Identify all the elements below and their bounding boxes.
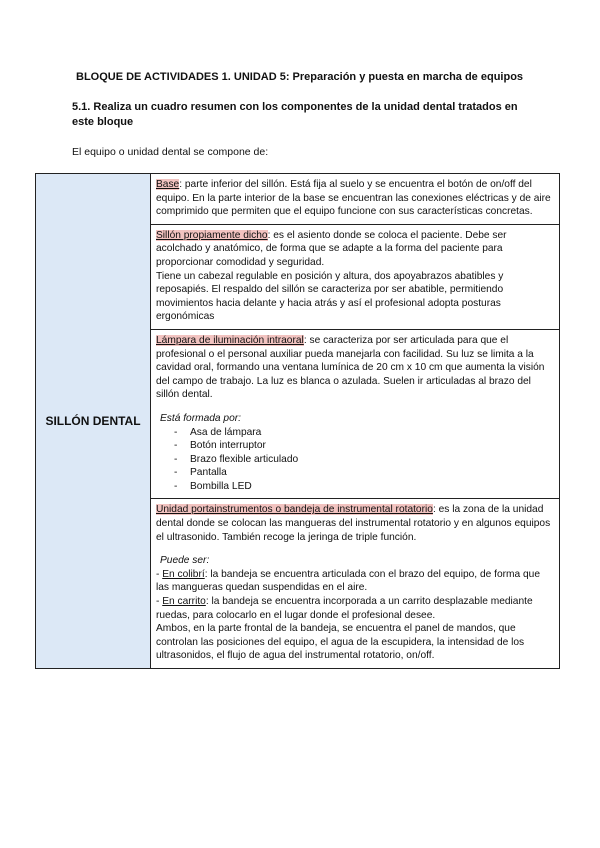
carrito-term: En carrito bbox=[162, 596, 206, 608]
list-item: - Pantalla bbox=[174, 466, 553, 480]
colibri-term: En colibrí bbox=[162, 568, 205, 580]
list-item: - Asa de lámpara bbox=[174, 426, 553, 440]
lampara-parts-label: Está formada por: bbox=[160, 412, 241, 424]
lampara-cell bbox=[151, 329, 560, 499]
intro-text: El equipo o unidad dental se compone de: bbox=[72, 146, 269, 158]
list-item: - Botón interruptor bbox=[174, 439, 553, 453]
lampara-parts-list bbox=[156, 426, 553, 494]
lampara-text: : se caracteriza por ser articulada para que el profesional o el personal auxiliar pueda manejarla con facilidad. Su luz se limita a la cavidad oral, formando una ventana lumínica de 20 cm x 10 cm que aumenta la visión del campo de trabajo. La luz es blanca o azulada. Suelen ir articuladas al brazo del sillón dental. bbox=[156, 334, 545, 401]
unidad-cell bbox=[151, 499, 560, 669]
ambos-text: Ambos, en la parte frontal de la bandeja, se encuentra el panel de mandos, que controlan las posiciones del equipo, el agua de la escupidera, la intensidad de los ultrasonidos, el flujo de agua del instrumental rotatorio, on/off. bbox=[156, 623, 525, 662]
base-cell bbox=[151, 174, 560, 225]
colibri-item: - En colibrí: la bandeja se encuentra articulada con el brazo del equipo, de forma que las mangueras quedan suspendidas en el aire. bbox=[156, 568, 540, 594]
unidad-term: Unidad portainstrumentos o bandeja de instrumental rotatorio bbox=[156, 504, 433, 516]
sillon-text-2: Tiene un cabezal regulable en posición y altura, dos apoyabrazos abatibles y reposapiés. El respaldo del sillón se caracteriza por ser abatible, permitiendo movimientos hacia delante y hacia atrás y así el profesional adopta posturas ergonómicas bbox=[156, 270, 504, 323]
sillon-text: : es el asiento donde se coloca el paciente. Debe ser acolchado y anatómico, de forma que se adapte a la forma del paciente para proporcionar comodidad y seguridad. bbox=[156, 229, 507, 268]
base-text: : parte inferior del sillón. Está fija al suelo y se encuentra el botón de on/off del equipo. En la parte interior de la base se encuentran las conexiones eléctricas y de aire comprimido que permiten que el equipo funcione con sus características concretas. bbox=[156, 179, 551, 218]
carrito-text: : la bandeja se encuentra incorporada a un carrito desplazable mediante ruedas, para colocarlo en el lugar donde el profesional desee. bbox=[156, 596, 533, 621]
unidad-puede-label: Puede ser: bbox=[160, 555, 210, 567]
sillon-term: Sillón propiamente dicho bbox=[156, 229, 268, 241]
list-item: - Bombilla LED bbox=[174, 480, 553, 494]
base-term: Base bbox=[156, 179, 180, 190]
lampara-term: Lámpara de iluminación intraoral bbox=[156, 334, 304, 346]
summary-table bbox=[35, 173, 560, 669]
colibri-text: : la bandeja se encuentra articulada con el brazo del equipo, de forma que las mangueras quedan suspendidas en el aire. bbox=[156, 568, 540, 594]
sillon-cell bbox=[151, 224, 560, 329]
side-label: SILLÓN DENTAL bbox=[36, 174, 151, 669]
block-title: BLOQUE DE ACTIVIDADES 1. UNIDAD 5: Preparación y puesta en marcha de equipos bbox=[76, 71, 524, 83]
task-heading: 5.1. Realiza un cuadro resumen con los componentes de la unidad dental tratados en este bloque bbox=[72, 101, 518, 128]
carrito-item: - En carrito: la bandeja se encuentra incorporada a un carrito desplazable mediante ruedas, para colocarlo en el lugar donde el profesional desee. bbox=[156, 596, 533, 621]
unidad-text: : es la zona de la unidad dental donde se colocan las mangueras del instrumental rotatorio y en algunos equipos el ultrasonido. También recoge la jeringa de triple función. bbox=[156, 504, 551, 543]
list-item: - Brazo flexible articulado bbox=[174, 453, 553, 467]
table-row bbox=[36, 174, 560, 225]
